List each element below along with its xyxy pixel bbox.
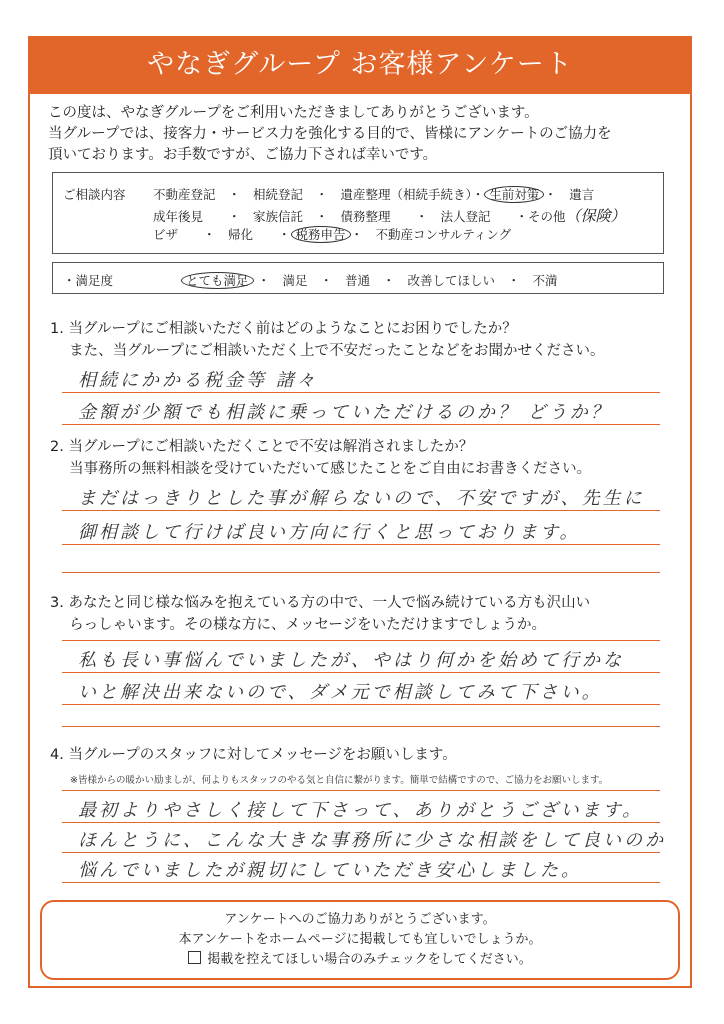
closing-text: 掲載を控えてほしい場合のみチェックをしてください。: [207, 952, 532, 967]
answer-rule: [62, 424, 660, 425]
question-text: 当事務所の無料相談を受けていただいて感じたことをご自由にお書きください。: [50, 461, 592, 477]
answer-rule: [62, 510, 660, 511]
question-text: また、当グループにご相談いただく上で不安だったことなどをお聞かせください。: [50, 343, 605, 359]
circled-option: 税務申告: [291, 226, 351, 243]
consultation-label: ご相談内容: [63, 187, 126, 202]
publish-checkbox[interactable]: [188, 951, 201, 964]
answer-line: まだはっきりとした事が解らないので、不安ですが、先生に: [78, 488, 645, 509]
answer-rule: [62, 790, 660, 791]
answer-rule: [62, 882, 660, 883]
question-2: [50, 436, 680, 480]
question-text: らっしゃいます。その様な方に、メッセージをいただけますでしょうか。: [50, 617, 547, 633]
answer-line: 悩んでいましたが親切にしていただき安心しました。: [78, 860, 582, 881]
answer-rule: [62, 822, 660, 823]
question-text: 1. 当グループにご相談いただく前はどのようなことにお困りでしたか？: [50, 321, 517, 337]
closing-box: [40, 900, 680, 980]
answer-rule: [62, 640, 660, 641]
satisfaction-label: ・満足度: [63, 273, 114, 288]
consultation-options: ・ 遺言: [544, 187, 595, 202]
answer-rule: [62, 852, 660, 853]
question-1: [50, 318, 680, 362]
consultation-options: ビザ ・ 帰化 ・: [153, 227, 291, 242]
consultation-row: [153, 205, 626, 226]
answer-rule: [62, 572, 660, 573]
consultation-options: 成年後見 ・ 家族信託 ・ 債務整理 ・ 法人登記 ・その他: [153, 209, 566, 224]
consultation-row: [153, 225, 511, 243]
consultation-box: [52, 172, 664, 254]
answer-line: 金額が少額でも相談に乗っていただけるのか？ どうか？: [78, 402, 612, 423]
intro-line: 頂いております。お手数ですが、ご協力下されば幸いです。: [48, 147, 438, 163]
answer-line: 御相談して行けば良い方向に行くと思っております。: [78, 522, 581, 543]
intro-line: この度は、やなぎグループをご利用いただきましてありがとうございます。: [48, 105, 539, 121]
question-3: [50, 592, 680, 636]
circled-option: 生前対策: [484, 186, 544, 203]
consultation-row: [153, 185, 594, 203]
question-4: [50, 744, 680, 766]
consultation-options: ・ 不動産コンサルティング: [350, 227, 512, 242]
intro-line: 当グループでは、接客力・サービス力を強化する目的で、皆様にアンケートのご協力を: [48, 126, 612, 142]
answer-line: 私も長い事悩んでいましたが、やはり何かを始めて行かな: [78, 650, 624, 671]
answer-rule: [62, 544, 660, 545]
survey-title: やなぎグループ お客様アンケート: [28, 36, 692, 94]
answer-rule: [62, 726, 660, 727]
question-text: 2. 当グループにご相談いただくことで不安は解消されましたか？: [50, 439, 474, 455]
closing-text: アンケートへのご協力ありがとうございます。: [224, 912, 496, 927]
consultation-options: 不動産登記 ・ 相続登記 ・ 遺産整理（相続手続き）・: [153, 187, 485, 202]
answer-line: ほんとうに、こんな大きな事務所に少さな相談をして良いのか: [78, 830, 666, 851]
question-note: ※皆様からの暖かい励ましが、何よりもスタッフのやる気と自信に繋がります。簡単で結構ですので、ご協力をお願いします。: [70, 775, 609, 786]
answer-rule: [62, 704, 660, 705]
closing-check-row: [42, 950, 678, 970]
question-text: 4. 当グループのスタッフに対してメッセージをお願いします。: [50, 747, 457, 763]
answer-line: いと解決出来ないので、ダメ元で相談してみて下さい。: [78, 682, 603, 703]
satisfaction-box: [52, 262, 664, 294]
answer-line: 相続にかかる税金等 諸々: [78, 370, 318, 391]
answer-rule: [62, 672, 660, 673]
handwritten-other: （保険）: [565, 207, 626, 225]
closing-text: 本アンケートをホームページに掲載しても宜しいでしょうか。: [178, 932, 542, 947]
answer-line: 最初よりやさしく接して下さって、ありがとうございます。: [78, 800, 644, 821]
answer-rule: [62, 392, 660, 393]
circled-option: とても満足: [181, 272, 254, 289]
intro-text: [48, 103, 668, 166]
question-text: 3. あなたと同じ様な悩みを抱えている方の中で、一人で悩み続けている方も沢山い: [50, 595, 591, 611]
satisfaction-row: [63, 271, 558, 289]
satisfaction-options: ・ 満足 ・ 普通 ・ 改善してほしい ・ 不満: [257, 273, 558, 288]
